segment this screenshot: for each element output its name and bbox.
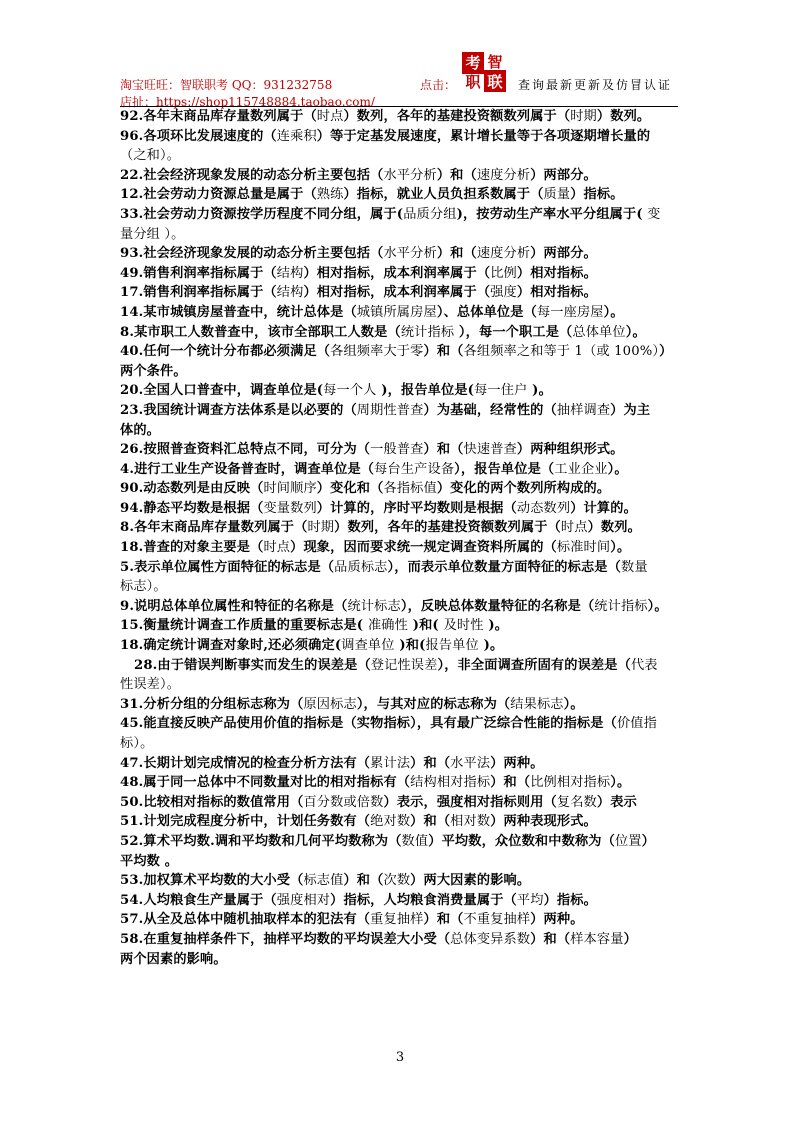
answer-text: 结构相对指标 [410,775,491,791]
question-text: 28.由于错误判断事实而发生的误差是（ [134,657,371,673]
question-text: ）相对指标。 [516,265,597,281]
question-text: 平均数 。 [120,853,179,869]
text-line [120,146,686,166]
answer-text: 水平分析 [383,246,437,262]
answer-text: 每一座房屋 [536,304,604,320]
answer-text: 平均 [516,892,544,908]
question-text: 48.属于同一总体中不同数量对比的相对指标有（ [120,775,411,791]
text-line [120,538,686,558]
answer-text: 位置 [614,833,642,849]
question-text: ），反映总体数量特征的名称是（ [400,598,595,614]
answer-text: 统计指标 [594,598,648,614]
question-text: ），非全面调查所固有的误差是（ [437,657,631,673]
question-text: ） [659,344,673,360]
question-text: )和( [407,618,444,634]
answer-text: 标）。 [120,736,154,751]
question-text: 31.分析分组的分组标志称为（ [120,696,304,712]
text-line [120,852,686,872]
answer-text: 周期性普查 [356,402,424,418]
svg-text:智: 智 [487,53,503,71]
answer-text: 品质分组 [403,206,457,222]
svg-text:联: 联 [487,73,503,91]
question-text: 90.动态数列是由反映（ [120,481,264,497]
shop-url-link[interactable]: 店扯：https://shop115748884.taobao.com/ [120,95,375,109]
question-text: ）相对指标，成本利润率属于（ [303,265,491,281]
question-text: 50.比较相对指标的数值常用（ [120,794,304,810]
answer-text: 时点 [316,109,344,124]
question-text: ）两种。 [530,912,584,928]
question-text: 23.我国统计调查方法体系是以必要的（ [120,402,357,418]
text-line [120,518,686,538]
text-line [120,127,686,147]
answer-text: 统计指标 [400,324,455,340]
answer-text: 标志）。 [120,579,167,595]
question-text: ）。 [603,304,624,320]
text-line [120,891,686,911]
text-line [120,244,686,264]
question-text: ），而表示单位数量方面特征的标志是（ [387,559,621,575]
answer-text: 量分组 ）。 [120,226,185,242]
answer-text: 结构 [276,285,304,301]
text-line [120,577,686,597]
question-text: ）数列，各年的基建投资额数列属于（ [334,520,561,536]
text-line [120,675,686,695]
question-text: 49.销售利润率指标属于（ [120,265,277,281]
text-line [120,401,686,421]
click-label: 点击： [420,78,457,92]
question-text: ）平均数，众位数和中数称为（ [428,833,615,849]
question-text: 51.计划完成程度分析中，计划任务数有（ [120,814,371,830]
answer-text: 数量 [620,559,648,575]
text-line [120,107,686,127]
text-line [120,871,686,891]
answer-text: 每台生产设备 [374,461,455,477]
answer-text: 变量数列 [263,500,317,516]
question-text: ）两种表现形式。 [490,814,597,830]
answer-text: 质量 [543,187,571,203]
answer-text: 价值指 [616,716,657,732]
answer-text: 累计法 [370,755,411,771]
question-text: ）指标，就业人员负担系数属于（ [343,187,544,203]
answer-text: 总体单位 [572,324,626,340]
answer-text: 登记性误差 [370,657,438,673]
question-text: ）。 [647,598,668,614]
question-text: 57.从全及总体中随机抽取样本的犯法有（ [120,912,371,928]
text-line [120,773,686,793]
text-line [120,812,686,832]
answer-text: 调查单位 [341,638,395,654]
question-text: 9.说明总体单位属性和特征的名称是（ [120,598,348,614]
answer-text: 统计标志 [347,598,401,614]
answer-text: 标准时间 [556,540,611,556]
answer-text: 各指标值 [383,481,437,497]
text-line [120,381,686,401]
answer-text: 品质标志 [334,559,388,575]
question-text: 15.衡量统计调查工作质量的重要标志是( [120,618,368,634]
question-text: )。 [478,638,504,654]
question-text: ）、总体单位是（ [436,304,537,320]
question-text: 两个因素的影响。 [120,951,227,967]
text-line [120,950,686,970]
text-line [120,910,686,930]
question-text: ）数列，各年的基建投资额数列属于（ [343,109,571,124]
question-text: ）相对指标，成本利润率属于（ [303,285,491,301]
question-text: ）计算的。 [570,500,637,516]
answer-text: 绝对数 [370,814,411,830]
text-line [120,499,686,519]
question-text: 92.各年末商品库存量数列属于（ [120,109,317,124]
text-line [120,362,686,382]
text-line [120,930,686,950]
question-text: 26.按照普查资料汇总特点不同，可分为（ [120,442,371,458]
svg-text:职: 职 [465,73,481,91]
text-line [120,793,686,813]
text-line [120,734,686,754]
question-text: ）表示，强度相对指标则用（ [383,794,557,810]
answer-text: 结果标志 [510,696,564,712]
text-line [120,205,686,225]
question-text: 20.全国人口普查中，调查单位是( [120,383,324,399]
text-line [120,616,686,636]
question-text: )。 [483,618,509,634]
question-text: 94.静态平均数是根据（ [120,500,264,516]
question-text: )，报告单位是( [376,383,475,399]
question-text: ）变化和（ [316,481,384,497]
answer-text: 水平分析 [383,167,437,183]
text-line [120,323,686,343]
text-line [120,754,686,774]
answer-text: 比例相对指标 [530,775,611,791]
question-text: 40.任何一个统计分布都必须满足（ [120,344,331,360]
question-text: 53.加权算术平均数的大小受（ [120,873,304,889]
answer-text: 时点 [263,540,291,556]
answer-text: 每一住户 [474,383,528,399]
query-update-text: 查询最新更新及仿冒认证 [518,78,673,92]
answer-text: 重复抽样 [370,912,424,928]
text-line [120,264,686,284]
question-text: 18.确定统计调查对象时,还必须确定( [120,638,342,654]
question-text: ）两部分。 [530,167,597,183]
text-line [120,695,686,715]
question-text: ）表示 [596,794,637,810]
answer-text: 时期 [570,109,597,124]
answer-text: 工业企业 [554,461,608,477]
answer-text: 性误差）。 [120,677,181,693]
question-text: ）相对指标。 [516,285,597,301]
question-text: 4.进行工业生产设备普查时，调查单位是（ [120,461,375,477]
answer-text: 连乘积 [276,128,317,144]
answer-text: 各组频率大于零 [330,344,424,360]
question-text: 96.各项环比发展速度的（ [120,128,277,144]
question-text: ）数列。 [596,109,651,124]
answer-text: 标志值 [303,873,344,889]
zhilian-logo-icon[interactable] [462,50,506,92]
document-body [120,107,686,969]
question-text: 5.表示单位属性方面特征的标志是（ [120,559,335,575]
question-text: )。 [527,383,552,399]
answer-text: 抽样调查 [556,402,611,418]
question-text: ）和（ [436,246,477,262]
text-line [120,303,686,323]
text-line [120,832,686,852]
answer-text: 及时性 [443,618,484,634]
answer-text: 样本容量 [570,931,624,947]
answer-text: 一般普查 [370,442,424,458]
question-text: 14.某市城镇房屋普查中，统计总体是（ [120,304,357,320]
question-text: ）为基础，经常性的（ [423,402,557,418]
answer-text: 数值 [401,833,429,849]
answer-text: 动态数列 [516,500,571,516]
text-line [120,421,686,441]
answer-text: 时间顺序 [263,481,317,497]
question-text: ）数列。 [587,520,641,536]
answer-text: 报告单位 [425,638,479,654]
answer-text: 水平法 [450,755,491,771]
question-text: 18.普查的对象主要是（ [120,540,264,556]
text-line [120,714,686,734]
text-line [120,185,686,205]
text-line [120,460,686,480]
answer-text: 变 [642,206,661,222]
question-text: ）。 [563,696,584,712]
question-text: 17.销售利润率指标属于（ [120,285,277,301]
answer-text: 每一个人 [323,383,377,399]
question-text: ）变化的两个数列所构成的。 [436,481,611,497]
text-line [120,479,686,499]
text-line [120,656,686,676]
question-text: ）和（ [343,873,384,889]
text-line [120,283,686,303]
answer-text: 城镇所属房屋 [356,304,437,320]
question-text: 93.社会经济现象发展的动态分析主要包括（ [120,246,384,262]
question-text: ）指标，人均粮食消费量属于（ [330,892,517,908]
question-text: ），与其对应的标志称为（ [356,696,511,712]
question-text: ） [641,833,655,849]
answer-text: 时期 [307,520,335,536]
answer-text: 熟练 [316,187,344,203]
answer-text: 各组频率之和等于 1（或 100%） [463,344,660,360]
question-text: 33.社会劳动力资源按学历程度不同分组，属于( [120,206,404,222]
question-text: ）和（ [423,442,464,458]
question-text: ）两种组织形式。 [516,442,624,458]
question-text: ）。 [607,461,628,477]
question-text: )和( [394,638,426,654]
answer-text: 次数 [383,873,411,889]
text-line [120,636,686,656]
question-text: ）计算的，序时平均数则是根据（ [316,500,517,516]
answer-text: 快速普查 [463,442,517,458]
question-text: ）指标。 [570,187,624,203]
question-text: ）和（ [423,912,464,928]
question-text: 两个条件。 [120,363,187,379]
question-text: 体的。 [120,422,161,438]
question-text: ）和（ [436,167,477,183]
svg-text:考: 考 [465,54,481,72]
question-text: ）和（ [490,775,531,791]
answer-text: 复名数 [556,794,597,810]
text-line [120,558,686,578]
answer-text: 准确性 [367,618,408,634]
question-text: ）指标。 [543,892,597,908]
question-text: ）为主 [610,402,651,418]
page-number: 3 [395,1050,405,1065]
question-text: 12.社会劳动力资源总量是属于（ [120,187,317,203]
question-text: ）和（ [423,344,464,360]
question-text: ）。 [610,540,631,556]
answer-text: 速度分析 [476,246,531,262]
question-text: 45.能直接反映产品使用价值的指标是（实物指标），具有最广泛综合性能的指标是（ [120,716,617,732]
answer-text: 不重复抽样 [463,912,531,928]
page-header [120,48,680,109]
question-text: 8.各年末商品库存量数列属于（ [120,520,308,536]
question-text: ）两种。 [490,755,544,771]
answer-text: 结构 [276,265,304,281]
question-text: 47.长期计划完成情况的检查分析方法有（ [120,755,371,771]
question-text: ）现象，因而要求统一规定调查资料所属的（ [290,540,557,556]
answer-text: 速度分析 [476,167,531,183]
question-text: ）两大因素的影响。 [410,873,531,889]
answer-text: 时点 [560,520,588,536]
shop-info: 淘宝旺旺：智联职考 QQ：931232758 [120,78,333,92]
question-text: ） [623,931,637,947]
question-text: ）等于定基发展速度，累计增长量等于各项逐期增长量的 [316,128,651,144]
question-text: )，按劳动生产率水平分组属于( [456,206,643,222]
question-text: ）和（ [530,931,571,947]
answer-text: 相对数 [450,814,491,830]
question-text: 8.某市职工人数普查中，该市全部职工人数是（ [120,324,401,340]
question-text: 22.社会经济现象发展的动态分析主要包括（ [120,167,384,183]
question-text: ）两部分。 [530,246,597,262]
question-text: ）。 [610,775,631,791]
answer-text: 强度相对 [276,892,331,908]
answer-text: 比例 [490,265,517,281]
question-text: 54.人均粮食生产量属于（ [120,892,277,908]
answer-text: 强度 [490,285,517,301]
text-line [120,440,686,460]
question-text: ）和（ [410,755,451,771]
question-text: 58.在重复抽样条件下，抽样平均数的平均误差大小受（ [120,931,451,947]
question-text: ），报告单位是（ [454,461,555,477]
answer-text: （之和）。 [120,148,181,164]
text-line [120,597,686,617]
question-text: ），每一个职工是（ [454,324,573,340]
question-text: ）。 [625,324,646,340]
answer-text: 百分数或倍数 [303,794,384,810]
text-line [120,342,686,362]
answer-text: 代表 [630,657,658,673]
text-line [120,225,686,245]
text-line [120,166,686,186]
question-text: ）和（ [410,814,451,830]
question-text: 52.算术平均数.调和平均数和几何平均数称为（ [120,833,402,849]
answer-text: 原因标志 [303,696,357,712]
answer-text: 总体变异系数 [450,931,531,947]
